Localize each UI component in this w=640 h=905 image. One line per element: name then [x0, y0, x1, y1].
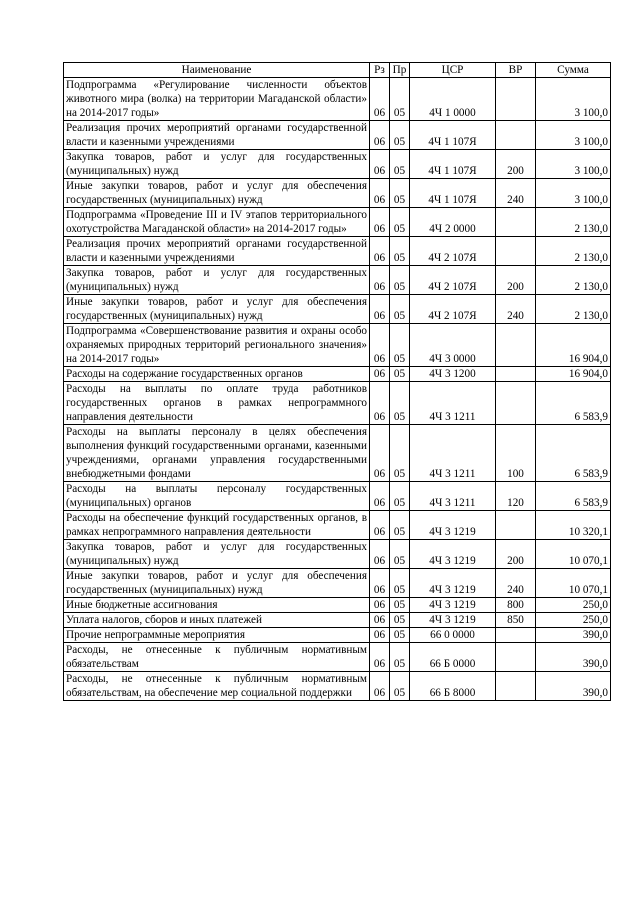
row-sum: 3 100,0: [536, 179, 611, 208]
header-name: Наименование: [64, 63, 370, 78]
row-name: Иные закупки товаров, работ и услуг для обеспечения государственных (муниципальных) нужд: [64, 295, 370, 324]
table-body: [64, 78, 611, 701]
row-pr: 05: [390, 367, 410, 382]
row-sum: 16 904,0: [536, 367, 611, 382]
row-sum: 390,0: [536, 672, 611, 701]
row-csr: 4Ч 3 1211: [410, 425, 496, 482]
row-csr: 4Ч 3 1211: [410, 382, 496, 425]
row-rz: 06: [370, 598, 390, 613]
table-row: [64, 78, 611, 121]
row-vr: 240: [496, 569, 536, 598]
row-vr: [496, 367, 536, 382]
row-rz: 06: [370, 643, 390, 672]
row-name: Уплата налогов, сборов и иных платежей: [64, 613, 370, 628]
row-name: Расходы на выплаты персоналу в целях обеспечения выполнения функций государственными органами, казенными учреждениями, органами управления государственными внебюджетными фондами: [64, 425, 370, 482]
row-csr: 4Ч 1 107Я: [410, 179, 496, 208]
row-name: Закупка товаров, работ и услуг для государственных (муниципальных) нужд: [64, 540, 370, 569]
row-rz: 06: [370, 78, 390, 121]
row-pr: 05: [390, 511, 410, 540]
row-sum: 16 904,0: [536, 324, 611, 367]
row-csr: 4Ч 3 1200: [410, 367, 496, 382]
row-sum: 3 100,0: [536, 121, 611, 150]
row-name: Расходы, не отнесенные к публичным нормативным обязательствам, на обеспечение мер социальной поддержки: [64, 672, 370, 701]
table-row: [64, 643, 611, 672]
table-row: [64, 295, 611, 324]
row-pr: 05: [390, 150, 410, 179]
table-row: [64, 179, 611, 208]
table-row: [64, 482, 611, 511]
row-vr: 800: [496, 598, 536, 613]
row-rz: 06: [370, 237, 390, 266]
row-rz: 06: [370, 482, 390, 511]
table-row: [64, 150, 611, 179]
row-csr: 4Ч 3 1219: [410, 540, 496, 569]
row-vr: [496, 511, 536, 540]
row-pr: 05: [390, 569, 410, 598]
row-pr: 05: [390, 78, 410, 121]
row-vr: [496, 208, 536, 237]
row-vr: [496, 628, 536, 643]
header-vr: ВР: [496, 63, 536, 78]
table-row: [64, 367, 611, 382]
row-sum: 390,0: [536, 628, 611, 643]
row-rz: 06: [370, 511, 390, 540]
row-csr: 4Ч 2 0000: [410, 208, 496, 237]
row-pr: 05: [390, 324, 410, 367]
row-vr: 200: [496, 150, 536, 179]
row-sum: 390,0: [536, 643, 611, 672]
row-rz: 06: [370, 628, 390, 643]
row-pr: 05: [390, 628, 410, 643]
row-csr: 4Ч 1 107Я: [410, 150, 496, 179]
table-row: [64, 628, 611, 643]
table-row: [64, 511, 611, 540]
table-row: [64, 540, 611, 569]
row-sum: 2 130,0: [536, 237, 611, 266]
row-pr: 05: [390, 643, 410, 672]
row-sum: 3 100,0: [536, 78, 611, 121]
row-sum: 10 070,1: [536, 540, 611, 569]
table-header-row: [64, 63, 611, 78]
row-vr: 850: [496, 613, 536, 628]
row-vr: [496, 121, 536, 150]
row-sum: 6 583,9: [536, 425, 611, 482]
row-sum: 2 130,0: [536, 266, 611, 295]
row-sum: 10 070,1: [536, 569, 611, 598]
row-name: Расходы на содержание государственных органов: [64, 367, 370, 382]
row-vr: [496, 382, 536, 425]
row-csr: 4Ч 3 1219: [410, 598, 496, 613]
row-name: Подпрограмма «Проведение III и IV этапов территориального охотустройства Магаданской области» на 2014-2017 годы»: [64, 208, 370, 237]
row-rz: 06: [370, 367, 390, 382]
row-sum: 250,0: [536, 598, 611, 613]
row-vr: 200: [496, 540, 536, 569]
row-rz: 06: [370, 324, 390, 367]
row-pr: 05: [390, 266, 410, 295]
row-name: Расходы, не отнесенные к публичным нормативным обязательствам: [64, 643, 370, 672]
row-vr: 240: [496, 295, 536, 324]
table-row: [64, 672, 611, 701]
row-pr: 05: [390, 540, 410, 569]
row-name: Иные бюджетные ассигнования: [64, 598, 370, 613]
row-vr: 120: [496, 482, 536, 511]
table-row: [64, 324, 611, 367]
row-csr: 66 0 0000: [410, 628, 496, 643]
row-pr: 05: [390, 672, 410, 701]
table-row: [64, 208, 611, 237]
row-vr: [496, 237, 536, 266]
row-name: Подпрограмма «Совершенствование развития и охраны особо охраняемых природных территорий регионального значения» на 2014-2017 годы»: [64, 324, 370, 367]
row-rz: 06: [370, 295, 390, 324]
row-csr: 4Ч 2 107Я: [410, 295, 496, 324]
table-row: [64, 598, 611, 613]
row-pr: 05: [390, 295, 410, 324]
table-row: [64, 569, 611, 598]
table-row: [64, 382, 611, 425]
header-pr: Пр: [390, 63, 410, 78]
row-rz: 06: [370, 121, 390, 150]
row-rz: 06: [370, 569, 390, 598]
row-pr: 05: [390, 613, 410, 628]
table-row: [64, 425, 611, 482]
row-vr: [496, 643, 536, 672]
row-name: Реализация прочих мероприятий органами государственной власти и казенными учреждениями: [64, 121, 370, 150]
row-pr: 05: [390, 179, 410, 208]
row-csr: 4Ч 3 1219: [410, 569, 496, 598]
row-rz: 06: [370, 266, 390, 295]
row-rz: 06: [370, 613, 390, 628]
row-rz: 06: [370, 425, 390, 482]
row-csr: 66 Б 8000: [410, 672, 496, 701]
header-csr: ЦСР: [410, 63, 496, 78]
row-csr: 4Ч 1 0000: [410, 78, 496, 121]
row-sum: 6 583,9: [536, 382, 611, 425]
row-rz: 06: [370, 208, 390, 237]
row-name: Расходы на выплаты персоналу государственных (муниципальных) органов: [64, 482, 370, 511]
row-csr: 66 Б 0000: [410, 643, 496, 672]
row-rz: 06: [370, 540, 390, 569]
row-name: Расходы на выплаты по оплате труда работников государственных органов в рамках непрограммного направления деятельности: [64, 382, 370, 425]
row-pr: 05: [390, 382, 410, 425]
row-name: Закупка товаров, работ и услуг для государственных (муниципальных) нужд: [64, 150, 370, 179]
row-name: Расходы на обеспечение функций государственных органов, в рамках непрограммного направления деятельности: [64, 511, 370, 540]
row-pr: 05: [390, 237, 410, 266]
row-sum: 3 100,0: [536, 150, 611, 179]
row-vr: 240: [496, 179, 536, 208]
row-vr: [496, 324, 536, 367]
row-sum: 2 130,0: [536, 208, 611, 237]
table-row: [64, 237, 611, 266]
row-vr: 200: [496, 266, 536, 295]
row-csr: 4Ч 3 1219: [410, 511, 496, 540]
row-csr: 4Ч 2 107Я: [410, 266, 496, 295]
row-csr: 4Ч 1 107Я: [410, 121, 496, 150]
table-row: [64, 613, 611, 628]
row-csr: 4Ч 2 107Я: [410, 237, 496, 266]
table-row: [64, 121, 611, 150]
row-vr: [496, 672, 536, 701]
table-row: [64, 266, 611, 295]
row-name: Иные закупки товаров, работ и услуг для обеспечения государственных (муниципальных) нужд: [64, 179, 370, 208]
row-rz: 06: [370, 382, 390, 425]
row-pr: 05: [390, 598, 410, 613]
row-name: Закупка товаров, работ и услуг для государственных (муниципальных) нужд: [64, 266, 370, 295]
row-sum: 10 320,1: [536, 511, 611, 540]
row-csr: 4Ч 3 1219: [410, 613, 496, 628]
row-csr: 4Ч 3 1211: [410, 482, 496, 511]
row-sum: 2 130,0: [536, 295, 611, 324]
row-pr: 05: [390, 482, 410, 511]
row-name: Подпрограмма «Регулирование численности объектов животного мира (волка) на территории Магаданской области» на 2014-2017 годы»: [64, 78, 370, 121]
row-sum: 6 583,9: [536, 482, 611, 511]
row-rz: 06: [370, 672, 390, 701]
row-name: Иные закупки товаров, работ и услуг для обеспечения государственных (муниципальных) нужд: [64, 569, 370, 598]
row-vr: 100: [496, 425, 536, 482]
row-vr: [496, 78, 536, 121]
row-rz: 06: [370, 179, 390, 208]
row-name: Прочие непрограммные мероприятия: [64, 628, 370, 643]
row-rz: 06: [370, 150, 390, 179]
row-csr: 4Ч 3 0000: [410, 324, 496, 367]
header-sum: Сумма: [536, 63, 611, 78]
row-pr: 05: [390, 425, 410, 482]
row-sum: 250,0: [536, 613, 611, 628]
budget-table: [63, 62, 611, 701]
row-name: Реализация прочих мероприятий органами государственной власти и казенными учреждениями: [64, 237, 370, 266]
row-pr: 05: [390, 208, 410, 237]
row-pr: 05: [390, 121, 410, 150]
header-rz: Рз: [370, 63, 390, 78]
